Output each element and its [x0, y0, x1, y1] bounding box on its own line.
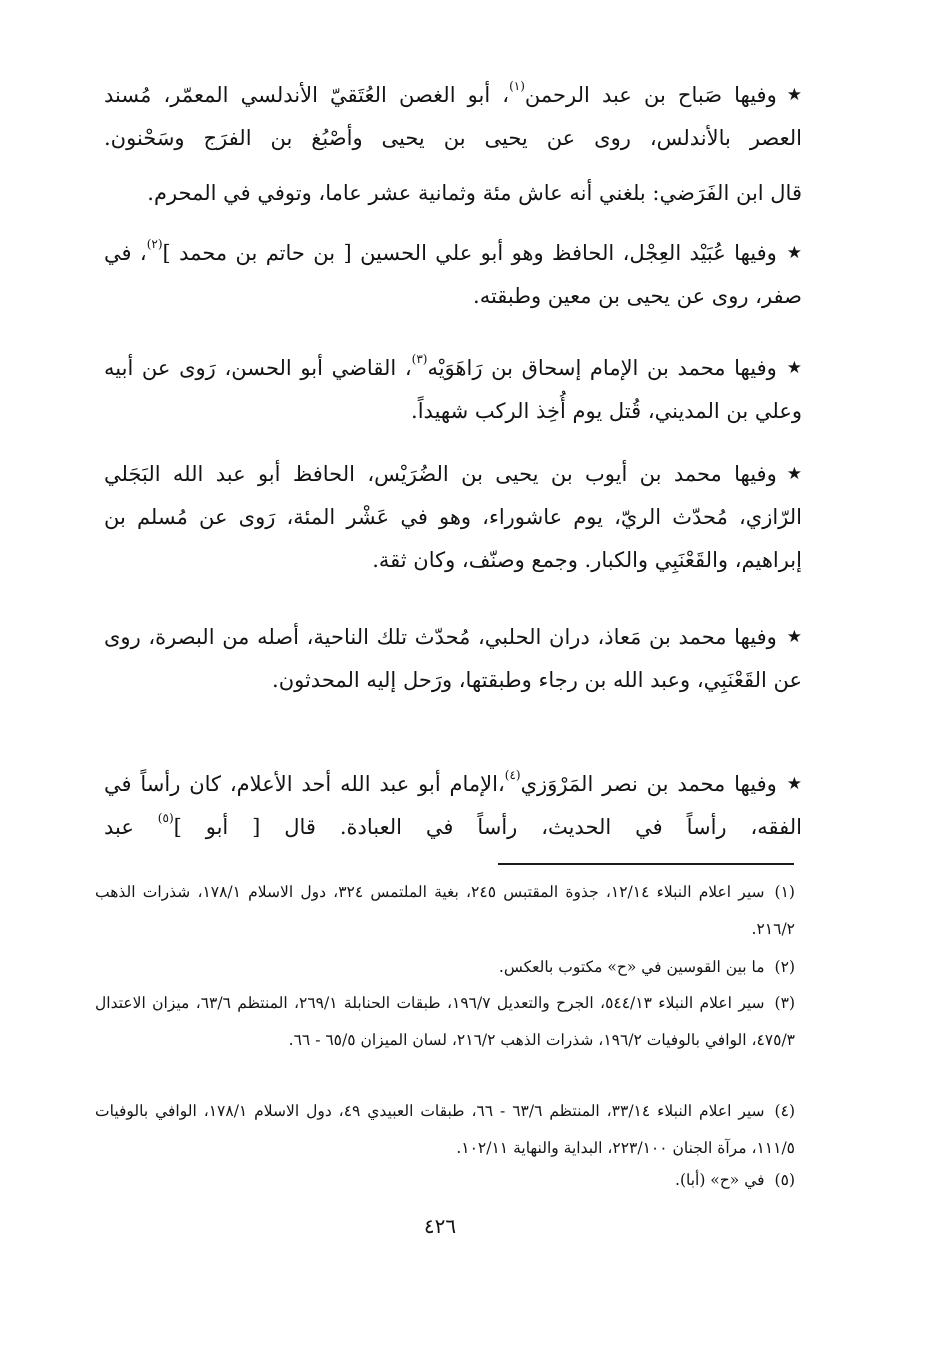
star-icon: ★ — [786, 358, 802, 378]
paragraph-text: وفيها عُبَيْد العِجْل، الحافظ وهو أبو علي الحسين [ بن حاتم بن محمد ] — [162, 241, 777, 265]
paragraph-text: وفيها محمد بن الإمام إسحاق بن رَاهَوَيْه — [427, 356, 777, 380]
footnote-3 — [95, 985, 795, 1059]
paragraph-text: عبد — [104, 815, 158, 839]
footnote-ref-1[interactable]: (١) — [509, 79, 525, 93]
star-icon: ★ — [786, 85, 802, 105]
footnote-4 — [95, 1093, 795, 1167]
star-icon: ★ — [786, 243, 803, 263]
footnote-number: (٢) — [774, 958, 795, 976]
footnote-ref-2[interactable]: (٢) — [146, 237, 163, 251]
footnote-text: سير اعلام النبلاء ٥٤٤/١٣، الجرح والتعديل ١٩٦/٧، طبقات الحنابلة ٢٦٩/١، المنتظم ٦٣/٦، ميزان الاعتدال ٤٧٥/٣، الوافي بالوفيات ١٩٦/٢، شذرات الذهب ٢١٦/٢، لسان الميزان ٦٥/٥ - ٦٦. — [95, 994, 795, 1049]
paragraph-ubaid-ijl — [104, 232, 802, 318]
footnote-ref-3[interactable]: (٣) — [411, 352, 428, 366]
paragraph-text: وفيها صَباح بن عبد الرحمن — [524, 83, 777, 107]
footnote-divider — [498, 863, 794, 865]
paragraph-text: ، أبو الغصن العُتَقيّ الأندلسي المعمّر، مُسند العصر بالأندلس، روى عن يحيى بن يحيى وأصْبُغ بن الفرَج وسَحْنون. — [104, 83, 802, 150]
footnote-number: (١) — [774, 883, 795, 901]
footnote-text: في «ح» (أبا). — [675, 1171, 765, 1189]
star-icon: ★ — [786, 464, 802, 484]
paragraph-text: وفيها محمد بن مَعاذ، دران الحلبي، مُحدّث تلك الناحية، أصله من البصرة، روى عن القَعْنَبِي، وعبد الله بن رجاء وطبقتها، ورَحل إليه المحدثون. — [104, 625, 802, 692]
paragraph-text: وفيها محمد بن نصر المَرْوَزي — [520, 772, 777, 796]
paragraph-text: ، في صفر، روى عن يحيى بن معين وطبقته. — [104, 241, 802, 308]
footnote-text: ما بين القوسين في «ح» مكتوب بالعكس. — [498, 958, 765, 976]
paragraph-marwazi — [104, 763, 802, 849]
paragraph-text: وفيها محمد بن أيوب بن يحيى بن الضُرَيْس، الحافظ أبو عبد الله البَجَلي الرّازي، مُحدّث الريّ، يوم عاشوراء، وهو في عَشْر المئة، رَوى عن مُسلم بن إبراهيم، والقَعْنَبِي والكبار. وجمع وصنّف، وكان ثقة. — [104, 462, 802, 572]
paragraph-ibn-faradi — [104, 172, 802, 215]
footnote-number: (٣) — [774, 994, 795, 1012]
footnote-number: (٤) — [774, 1102, 795, 1120]
footnote-ref-5[interactable]: (٥) — [157, 811, 174, 825]
paragraph-sabah — [104, 74, 802, 160]
paragraph-ibn-durais — [104, 453, 802, 582]
paragraph-text: ،الإمام أبو عبد الله أحد الأعلام، كان رأساً في الفقه، رأساً في الحديث، رأساً في العبادة. قال [ أبو ] — [104, 772, 802, 839]
footnote-number: (٥) — [774, 1171, 795, 1189]
paragraph-ibn-muadh — [104, 616, 802, 702]
footnote-text: سير اعلام النبلاء ٣٣/١٤، المنتظم ٦٣/٦ - ٦٦، طبقات العبيدي ٤٩، دول الاسلام ١٧٨/١، الوافي بالوفيات ١١١/٥، مرآة الجنان ٢٢٣/١٠٠، البداية والنهاية ١٠٢/١١. — [95, 1102, 795, 1157]
footnote-5 — [95, 1162, 795, 1199]
paragraph-text: قال ابن الفَرَضي: بلغني أنه عاش مئة وثمانية عشر عاما، وتوفي في المحرم. — [147, 181, 802, 205]
footnote-text: سير اعلام النبلاء ١٢/١٤، جذوة المقتبس ٢٤٥، بغية الملتمس ٣٢٤، دول الاسلام ١٧٨/١، شذرات الذهب ٢١٦/٢. — [95, 883, 795, 938]
paragraph-ibn-rahawayh — [104, 347, 802, 433]
page-number: ٤٢٦ — [423, 1214, 457, 1238]
paragraph-text: ، القاضي أبو الحسن، رَوى عن أبيه وعلي بن المديني، قُتل يوم أُخِذ الركب شهيداً. — [104, 356, 802, 423]
star-icon: ★ — [786, 627, 802, 647]
footnote-2 — [95, 949, 795, 986]
footnote-1 — [95, 874, 795, 948]
footnote-ref-4[interactable]: (٤) — [504, 768, 521, 782]
star-icon: ★ — [786, 774, 802, 794]
